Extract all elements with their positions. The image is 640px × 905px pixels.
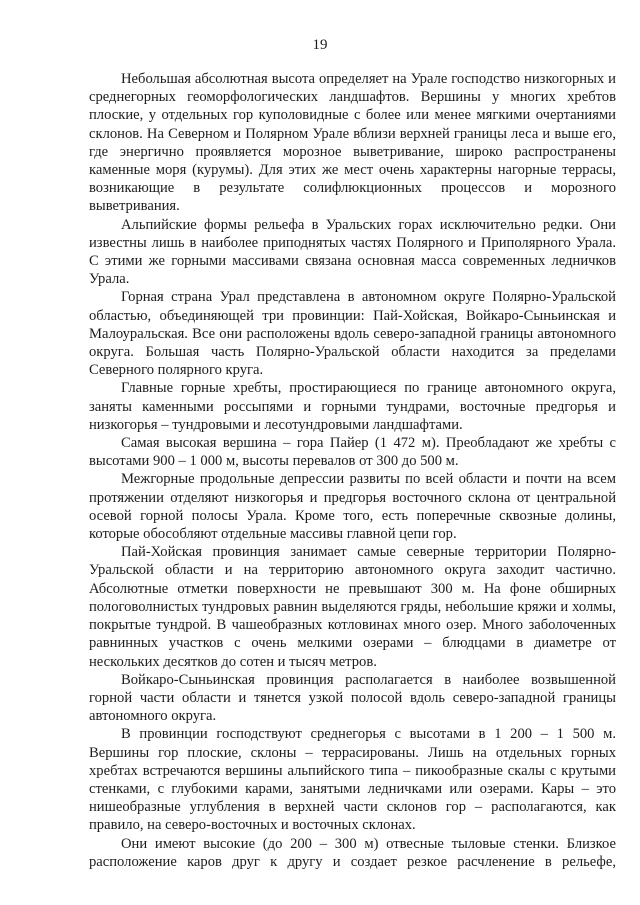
paragraph: Альпийские формы рельефа в Уральских горах исключительно редки. Они известны лишь в наиболее приподнятых частях Полярного и Приполярного Урала. С этими же горными массивами связана основная масса современных ледничков Урала. (89, 216, 616, 288)
paragraph: Главные горные хребты, простирающиеся по границе автономного округа, заняты каменными россыпями и горными тундрами, восточные предгорья и низкогорья – тундровыми и лесотундровыми ландшафтами. (89, 380, 616, 433)
paragraph: Пай-Хойская провинция занимает самые северные территории Полярно-Уральской области и на территорию автономного округа заходит частично. Абсолютные отметки поверхности не превышают 300 м. На фоне обширных пологоволнистых тундровых равнин выделяются гряды, небольшие кряжи и холмы, покрытые тундрой. В чашеобразных котловинах много озер. Много заболоченных равнинных участков с очень мелкими озерами – блюдцами в диаметре от нескольких десятков до сотен и тысяч метров. (89, 544, 616, 670)
page-number: 19 (312, 37, 328, 53)
paragraph: В провинции господствуют среднегорья с высотами в 1 200 – 1 500 м. Вершины гор плоские, склоны – террасированы. Лишь на отдельных горных хребтах встречаются вершины альпийского типа – пикообразные скалы с крутыми стенками, с глубокими карами, занятыми ледничками или озерами. Кары – это нишеобразные углубления в верхней части склонов гор – располагаются, как правило, на северо-восточных и восточных склонах. (89, 726, 616, 834)
paragraph: Небольшая абсолютная высота определяет на Урале господство низкогорных и среднегорных геоморфологических ландшафтов. Вершины у многих хребтов плоские, у отдельных гор куполовидные с более или менее мягкими очертаниями склонов. На Северном и Полярном Урале вблизи верхней границы леса и выше его, где энергично проявляется морозное выветривание, широко распространены каменные моря (курумы). Для этих же мест очень характерны нагорные террасы, возникающие в результате солифлюкционных процессов и морозного выветривания. (89, 71, 616, 215)
paragraph: Они имеют высокие (до 200 – 300 м) отвесные тыловые стенки. Близкое расположение каров друг к другу и создает резкое расчленение в рельефе, (89, 835, 616, 870)
body-text (89, 70, 616, 871)
paragraph: Горная страна Урал представлена в автономном округе Полярно-Уральской областью, объединяющей три провинции: Пай-Хойская, Войкаро-Сыньинская и Малоуральская. Все они расположены вдоль северо-западной границы автономного округа. Большая часть Полярно-Уральской области находится за пределами Северного полярного круга. (89, 289, 616, 379)
paragraph: Войкаро-Сыньинская провинция располагается в наиболее возвышенной горной части области и тянется узкой полосой вдоль северо-западной границы автономного округа. (89, 671, 616, 725)
paragraph: Самая высокая вершина – гора Пайер (1 472 м). Преобладают же хребты с высотами 900 – 1 000 м, высоты перевалов от 300 до 500 м. (89, 435, 616, 470)
paragraph: Межгорные продольные депрессии развиты по всей области и почти на всем протяжении отделяют низкогорья и предгорья восточного склона от центральной осевой горной полосы Урала. Кроме того, есть поперечные сквозные долины, которые обособляют отдельные массивы главной цепи гор. (89, 471, 616, 543)
